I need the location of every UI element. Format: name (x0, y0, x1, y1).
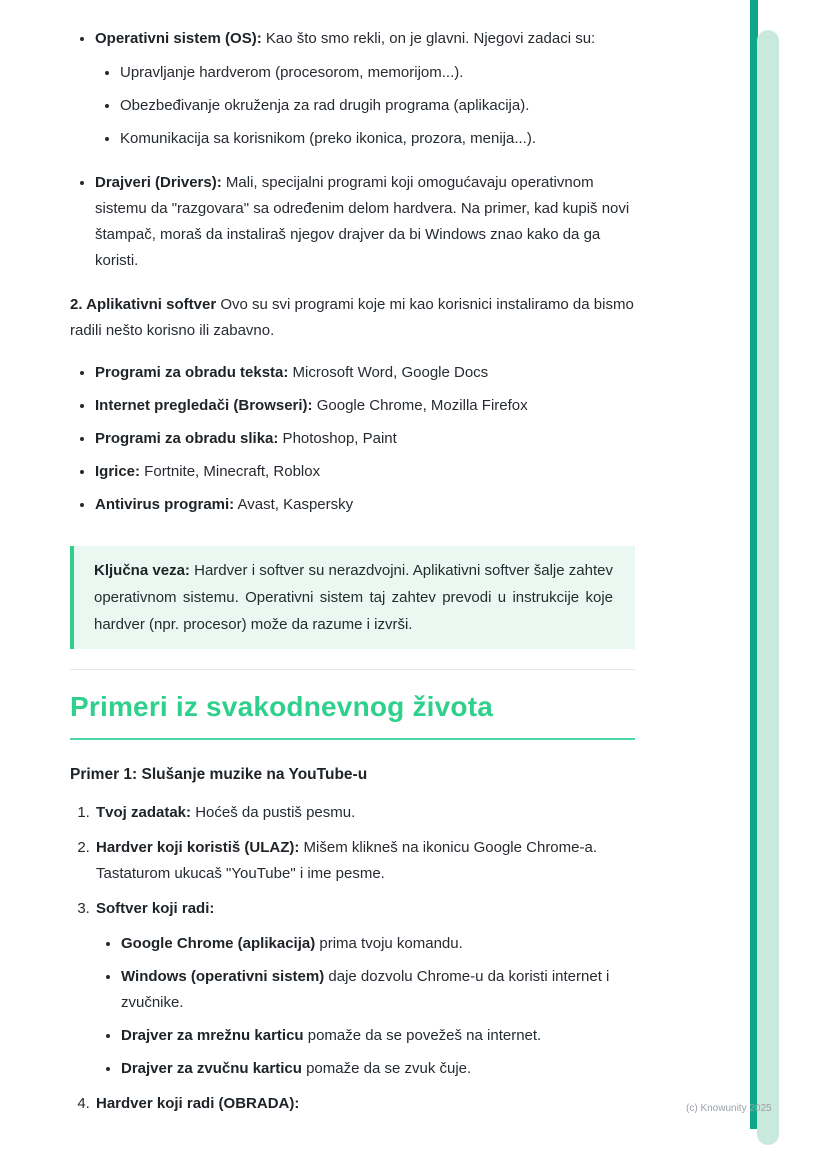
list-item (121, 931, 635, 957)
list-item-drivers (95, 170, 635, 274)
step-label: Hardver koji koristiš (ULAZ): (96, 839, 300, 856)
callout-label: Ključna veza: (94, 562, 190, 579)
app-item-label: Programi za obradu slika: (95, 430, 279, 447)
role-label: Drajver za mrežnu karticu (121, 1027, 304, 1044)
app-item-label: Internet pregledači (Browseri): (95, 397, 313, 414)
app-item-text: Microsoft Word, Google Docs (288, 364, 489, 381)
section-divider (70, 669, 635, 670)
app-item-label: Programi za obradu teksta: (95, 364, 289, 381)
callout-text (94, 557, 613, 638)
list-item (95, 459, 635, 485)
role-text: daje dozvolu Chrome-u da koristi internet i zvučnike. (121, 968, 610, 1011)
role-text: pomaže da se zvuk čuje. (301, 1060, 472, 1077)
example-steps-list (70, 800, 635, 1117)
os-task-text: Upravljanje hardverom (procesorom, memorijom...). (120, 64, 464, 81)
role-label: Windows (operativni sistem) (121, 968, 325, 985)
app-item-label: Igrice: (95, 463, 141, 480)
copyright-text: (c) Knowunity 2025 (686, 1103, 772, 1114)
step-item (94, 1091, 635, 1117)
step-item (94, 896, 635, 1082)
list-item-os (95, 26, 635, 152)
list-item (121, 1023, 635, 1049)
role-label: Drajver za zvučnu karticu (121, 1060, 302, 1077)
os-task-text: Komunikacija sa korisnikom (preko ikonica, prozora, menija...). (120, 130, 536, 147)
drivers-item-body: Mali, specijalni programi koji omogućavaju operativnom sistemu da "razgovara" sa određenim delom hardvera. Na primer, kad kupiš novi štampač, moraš da instaliraš njegov drajver da bi Windows znao kako da ga koristi. (95, 174, 630, 269)
list-item (120, 60, 635, 86)
step-text (96, 896, 635, 922)
os-item-text (95, 26, 635, 52)
step-label: Softver koji radi: (96, 900, 215, 917)
role-label: Google Chrome (aplikacija) (121, 935, 316, 952)
paragraph-app-software (70, 292, 635, 344)
list-item (120, 93, 635, 119)
app-software-label: 2. Aplikativni softver (70, 296, 217, 313)
step-label: Hardver koji radi (OBRADA): (96, 1095, 300, 1112)
app-software-body: Ovo su svi programi koje mi kao korisnici instaliramo da bismo radili nešto korisno ili zabavno. (70, 296, 634, 339)
list-item (120, 126, 635, 152)
list-item (95, 360, 635, 386)
step-item (94, 835, 635, 887)
scrollbar-thumb[interactable] (757, 30, 779, 1145)
list-item (121, 964, 635, 1016)
list-item (95, 393, 635, 419)
step-item (94, 800, 635, 826)
role-text: prima tvoju komandu. (315, 935, 463, 952)
drivers-item-label: Drajveri (Drivers): (95, 174, 222, 191)
app-software-list (70, 360, 635, 518)
step-text (96, 1091, 635, 1117)
document-body (70, 26, 635, 1126)
step-text (96, 835, 635, 887)
system-software-list (70, 26, 635, 274)
step-text (96, 800, 635, 826)
list-item (121, 1056, 635, 1082)
app-item-label: Antivirus programi: (95, 496, 235, 513)
step-body: Hoćeš da pustiš pesmu. (191, 804, 356, 821)
example-title: Primer 1: Slušanje muzike na YouTube-u (70, 766, 368, 783)
drivers-item-text (95, 170, 635, 274)
role-text: pomaže da se povežeš na internet. (303, 1027, 542, 1044)
app-item-text: Avast, Kaspersky (234, 496, 354, 513)
step-label: Tvoj zadatak: (96, 804, 192, 821)
software-roles-list (96, 931, 635, 1082)
os-item-label: Operativni sistem (OS): (95, 30, 262, 47)
os-tasks-list (95, 60, 635, 152)
list-item (95, 492, 635, 518)
os-item-body: Kao što smo rekli, on je glavni. Njegovi zadaci su: (261, 30, 596, 47)
section-heading: Primeri iz svakodnevnog života (70, 690, 635, 740)
os-task-text: Obezbeđivanje okruženja za rad drugih programa (aplikacija). (120, 97, 530, 114)
key-note-callout (70, 546, 635, 649)
step-body: Mišem klikneš na ikonicu Google Chrome-a. Tastaturom ukucaš "YouTube" i ime pesme. (96, 839, 597, 882)
app-item-text: Photoshop, Paint (278, 430, 397, 447)
list-item (95, 426, 635, 452)
app-item-text: Fortnite, Minecraft, Roblox (140, 463, 321, 480)
app-item-text: Google Chrome, Mozilla Firefox (312, 397, 528, 414)
callout-body: Hardver i softver su nerazdvojni. Aplikativni softver šalje zahtev operativnom sistemu. Operativni sistem taj zahtev prevodi u instrukcije koje hardver (npr. procesor) može da razume i izvrši. (94, 562, 613, 633)
